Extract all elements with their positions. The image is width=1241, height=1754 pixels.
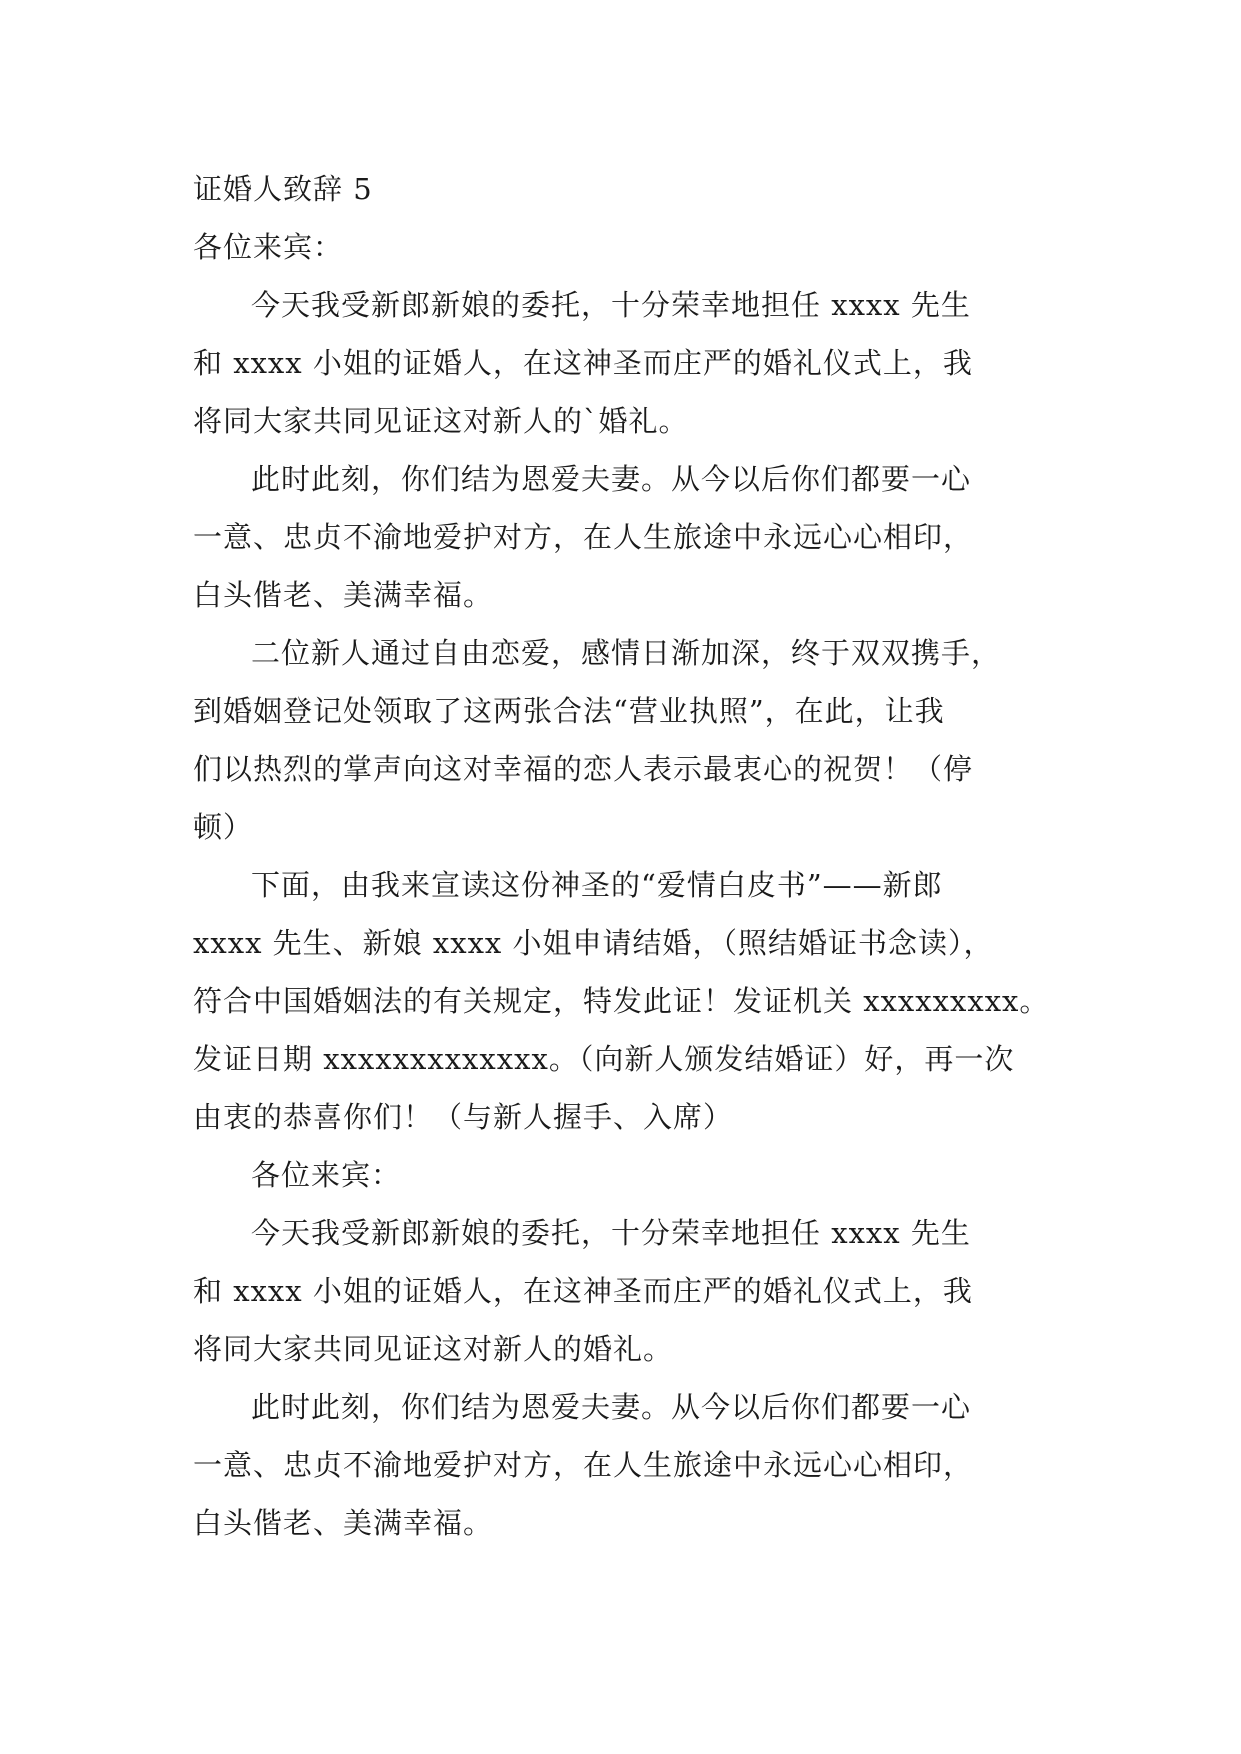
paragraph-line: 白头偕老、美满幸福。 (193, 578, 494, 612)
paragraph-line: 和 xxxx 小姐的证婚人，在这神圣而庄严的婚礼仪式上，我 (193, 1274, 973, 1308)
paragraph-line: 今天我受新郎新娘的委托，十分荣幸地担任 xxxx 先生 (251, 288, 971, 322)
paragraph-line: 白头偕老、美满幸福。 (193, 1506, 494, 1540)
paragraph-5 (193, 1146, 1053, 1204)
paragraph-6 (193, 1204, 1053, 1378)
paragraph-line: 由衷的恭喜你们！（与新人握手、入席） (193, 1100, 734, 1134)
paragraph-line: 顿） (193, 810, 254, 844)
paragraph-line: 发证日期 xxxxxxxxxxxxx。（向新人颁发结婚证）好，再一次 (193, 1042, 1015, 1076)
paragraph-line: 二位新人通过自由恋爱，感情日渐加深，终于双双携手， (251, 636, 1002, 670)
paragraph-line: 符合中国婚姻法的有关规定，特发此证！发证机关 xxxxxxxxx。 (193, 984, 1050, 1018)
paragraph-7 (193, 1378, 1053, 1552)
paragraph-line: 和 xxxx 小姐的证婚人，在这神圣而庄严的婚礼仪式上，我 (193, 346, 973, 380)
document-body (193, 160, 1053, 1552)
paragraph-line: 此时此刻，你们结为恩爱夫妻。从今以后你们都要一心 (251, 1390, 972, 1424)
paragraph-line: xxxx 先生、新娘 xxxx 小姐申请结婚，（照结婚证书念读）， (193, 926, 994, 960)
paragraph-line: 今天我受新郎新娘的委托，十分荣幸地担任 xxxx 先生 (251, 1216, 971, 1250)
paragraph-4 (193, 856, 1053, 1146)
paragraph-line: 到婚姻登记处领取了这两张合法“营业执照”，在此，让我 (193, 694, 945, 728)
paragraph-line: 各位来宾： (251, 1158, 402, 1192)
paragraph-line: 一意、忠贞不渝地爱护对方，在人生旅途中永远心心相印， (193, 1448, 974, 1482)
paragraph-1 (193, 276, 1053, 450)
paragraph-line: 一意、忠贞不渝地爱护对方，在人生旅途中永远心心相印， (193, 520, 974, 554)
paragraph-2 (193, 450, 1053, 624)
paragraph-line: 此时此刻，你们结为恩爱夫妻。从今以后你们都要一心 (251, 462, 972, 496)
paragraph-line: 们以热烈的掌声向这对幸福的恋人表示最衷心的祝贺！（停 (193, 752, 974, 786)
paragraph-line: 将同大家共同见证这对新人的`婚礼。 (193, 404, 689, 438)
paragraph-line: 下面，由我来宣读这份神圣的“爱情白皮书”——新郎 (251, 868, 943, 902)
paragraph-3 (193, 624, 1053, 856)
salutation: 各位来宾： (193, 230, 344, 264)
paragraph-line: 将同大家共同见证这对新人的婚礼。 (193, 1332, 674, 1366)
document-title: 证婚人致辞 5 (193, 172, 373, 206)
